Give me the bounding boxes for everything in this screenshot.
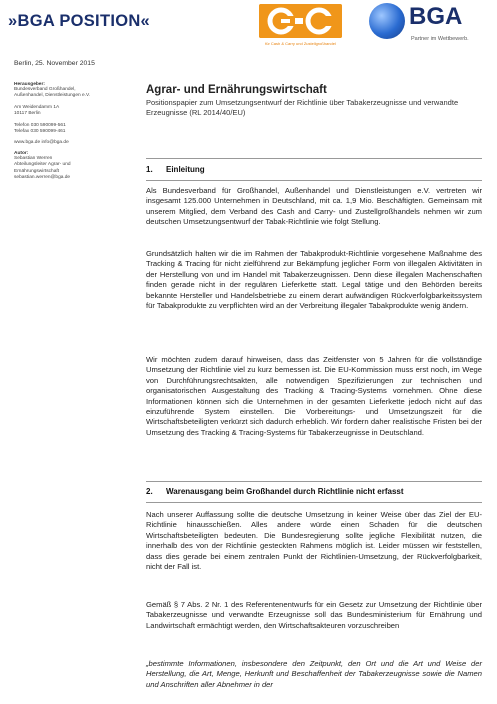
- document-date: Berlin, 25. November 2015: [14, 60, 95, 67]
- publisher-line: Bundesverband Großhandel,: [14, 87, 76, 92]
- document-title: Agrar- und Ernährungswirtschaft: [146, 84, 327, 96]
- publisher-fax: Telefax 030 590099-461: [14, 129, 66, 135]
- section-divider: [146, 158, 482, 159]
- author-line: Ernährungswirtschaft: [14, 168, 60, 174]
- author-email: sebastian.werren@bga.de: [14, 175, 71, 181]
- document-subtitle: Positionspapier zum Umsetzungsentwurf der Richtlinie über Tabakerzeugnisse und verwandte Erzeugnisse (RL 2014/40/EU): [146, 98, 459, 117]
- paragraph: Wir möchten zudem darauf hinweisen, dass das Zeitfenster von 5 Jahren für die vollständige Umsetzung der Richtlinie viel zu kurz bemessen ist. Die EU-Kommission muss erst noch, im Wege von Durchführungsrechtsakten, alle notwendigen Spezifizierungen zur technischen und organisatorischen Ausgestaltung des Tracking & Tracing-Systems vornehmen. Ohne diese Informationen können sich die Unternehmen in der gesamten Lieferkette jedoch nicht auf das einzuführende System einstellen. Die Vorbereitungs- und Umsetzungszeit für die Wirtschaftsbeteiligten verkürzt sich dadurch erheblich. Wir fordern daher realistische Fristen bei der Umsetzung des Tracking & Tracing-Systems für Tabakerzeugnisse in Deutschland.: [146, 355, 482, 437]
- publisher-line: 10117 Berlin: [14, 111, 41, 117]
- paragraph: Als Bundesverband für Großhandel, Außenhandel und Dienstleistungen e.V. vertreten wir insgesamt 125.000 Unternehmen in Deutschland, mit ca. 1,9 Mio. Beschäftigten. Gemeinsam mit unserem Mitglied, dem Verband des Cash and Carry- und Zustellgroßhandels nehmen wir zum deutschen Umsetzungsentwurf der Tabak-Richtlinie wie folgt Stellung.: [146, 186, 482, 227]
- section-title: Warenausgang beim Großhandel durch Richtlinie nicht erfasst: [166, 487, 404, 496]
- section-heading: [146, 487, 404, 496]
- author-heading: Autor:: [14, 150, 29, 156]
- bga-logo-tagline: Partner im Wettbewerb.: [411, 36, 469, 42]
- header: [0, 0, 497, 52]
- section-divider: [146, 481, 482, 482]
- sidebar-info: [14, 60, 124, 181]
- gc-logo-mark: [259, 4, 342, 38]
- publisher-heading: Herausgeber:: [14, 82, 45, 87]
- section-title: Einleitung: [166, 165, 205, 174]
- section-divider: [146, 180, 482, 181]
- gc-logo-tagline: für Cash & Carry und Zustellgroßhandel: [265, 41, 336, 46]
- section-number: 1.: [146, 165, 153, 174]
- quote-paragraph: „bestimmte Informationen, insbesondere den Zeitpunkt, den Ort und die Art und Weise der Herstellung, die Art, Menge, Herkunft und Beschaffenheit der Tabakerzeugnisse sowie die Namen und Anschriften aller Abnehmer in der: [146, 659, 482, 689]
- bga-logo: [369, 3, 494, 49]
- paragraph: Gemäß § 7 Abs. 2 Nr. 1 des Referentenentwurfs für ein Gesetz zur Umsetzung der Richtlinie über Tabakerzeugnisse und verwandte Erzeugnisse soll das Bundesministerium für Ernährung und Landwirtschaft ermächtigt werden, den Wirtschaftsakteuren vorzuschreiben: [146, 600, 482, 630]
- publisher-web: www.bga.de info@bga.de: [14, 140, 69, 146]
- brand-title: »BGA POSITION«: [8, 12, 151, 30]
- section-number: 2.: [146, 487, 153, 496]
- publisher-line: Am Weidendamm 1A: [14, 104, 60, 110]
- section-divider: [146, 502, 482, 503]
- paragraph: Grundsätzlich halten wir die im Rahmen der Tabakprodukt-Richtlinie vorgesehene Maßnahme des Tracking & Tracing für nicht zielführend zur Bekämpfung jeglicher Form von illegalen Aktivitäten in der Herstellung von und im Handel mit Tabakerzeugnissen. Denn diese illegalen Machenschaften finden gerade nicht in der regulären Lieferkette statt. Legal tätige und den Behörden bereits bekannte Hersteller und Handelsbetriebe zu einem derart aufwändigen Rückverfolgbarkeitssystem für Tabakprodukte zu verpflichten wird an der Verbreitung illegaler Tabakprodukte wenig ändern.: [146, 249, 482, 311]
- publisher-line: Außenhandel, Dienstleistungen e.V.: [14, 93, 91, 99]
- document-header: [146, 84, 482, 118]
- bga-logo-text: BGA: [409, 3, 463, 30]
- author-name: Sebastian Werren: [14, 155, 53, 161]
- author-line: Abteilungsleiter Agrar- und: [14, 162, 71, 168]
- publisher-phone: Telefon 030 590099-561: [14, 122, 66, 128]
- gc-logo: [259, 4, 342, 50]
- paragraph: Nach unserer Auffassung sollte die deutsche Umsetzung in keiner Weise über das Ziel der EU-Richtlinie hinausschießen. Alles andere würde einen Schaden für die deutschen Wirtschaftsbeteiligten bedeuten. Die Bundesregierung sollte jegliche Flexibilität nutzen, die innerhalb des von der Richtlinie gesteckten Rahmens möglich ist. Leider müssen wir feststellen, dass dies gerade bei einem zentralen Punkt der Richtlinien-Umsetzung, der Rückverfolgbarkeit, nicht der Fall ist.: [146, 510, 482, 572]
- section-heading: [146, 165, 205, 174]
- gc-logo-graphic: [259, 4, 342, 38]
- globe-icon: [369, 3, 405, 39]
